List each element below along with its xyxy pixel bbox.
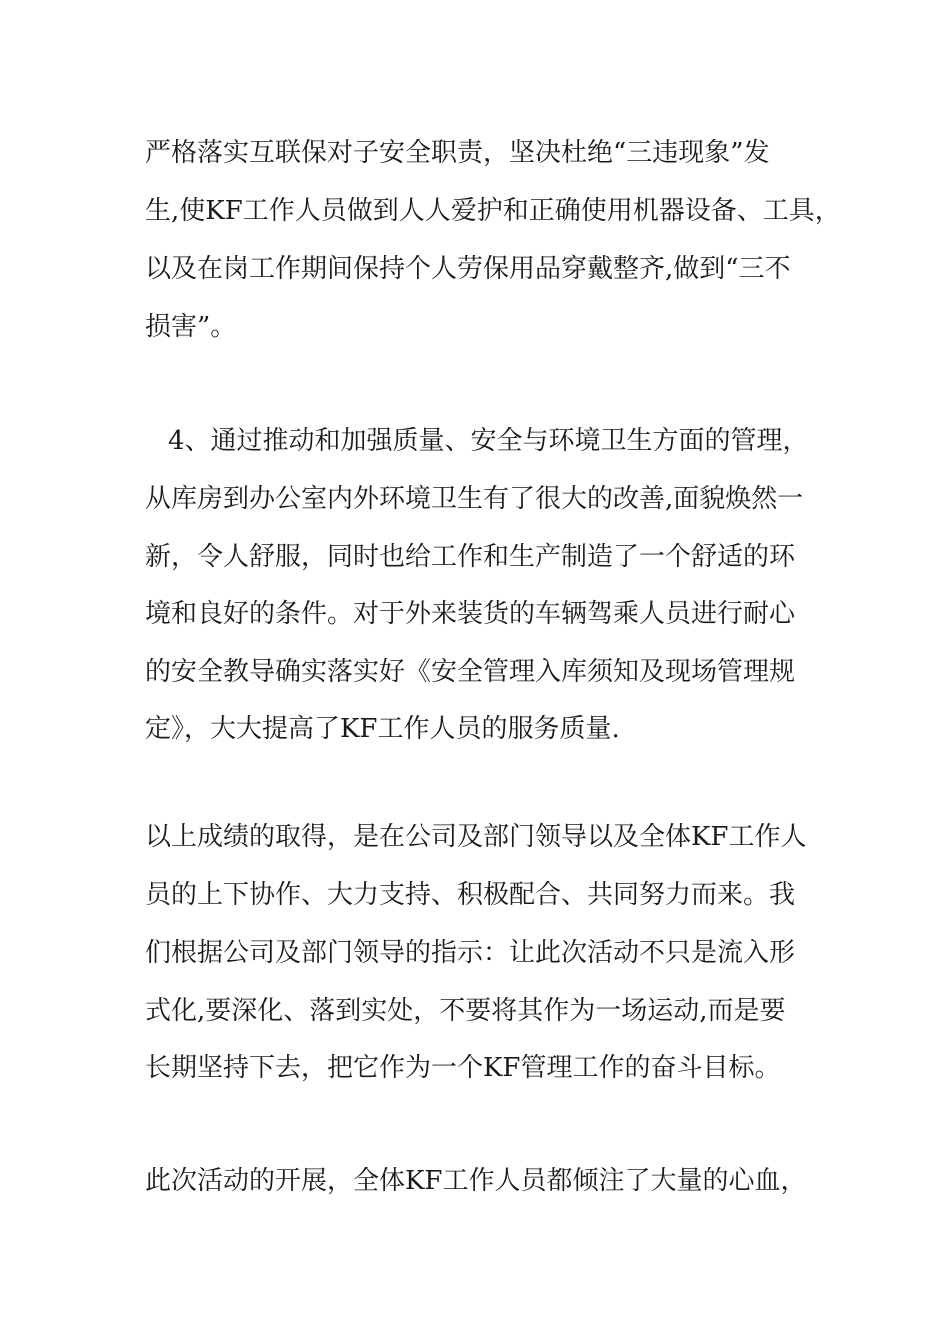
- paragraph-line: 员的上下协作、大力支持、积极配合、共同努力而来。我: [145, 880, 796, 910]
- paragraph-line: 们根据公司及部门领导的指示：让此次活动不只是流入形: [145, 938, 796, 968]
- paragraph-line: 生,使KF工作人员做到人人爱护和正确使用机器设备、工具，: [145, 196, 841, 226]
- paragraph-line: 新，令人舒服，同时也给工作和生产制造了一个舒适的环: [145, 542, 796, 572]
- paragraph-line: 从库房到办公室内外环境卫生有了很大的改善,面貌焕然一: [145, 484, 804, 514]
- paragraph-line: 定》，大大提高了KF工作人员的服务质量.: [145, 714, 620, 744]
- paragraph-line: 此次活动的开展，全体KF工作人员都倾注了大量的心血，: [145, 1166, 807, 1196]
- paragraph-line: 损害”。: [145, 312, 237, 342]
- paragraph-line: 严格落实互联保对子安全职责，坚决杜绝“三违现象”发: [145, 138, 770, 168]
- paragraph-line: 境和良好的条件。对于外来装货的车辆驾乘人员进行耐心: [145, 599, 796, 629]
- paragraph-line: 4、通过推动和加强质量、安全与环境卫生方面的管理，: [168, 426, 809, 456]
- paragraph-line: 长期坚持下去，把它作为一个KF管理工作的奋斗目标。: [145, 1053, 781, 1083]
- paragraph-line: 以及在岗工作期间保持个人劳保用品穿戴整齐,做到“三不: [145, 254, 791, 284]
- paragraph-line: 的安全教导确实落实好《安全管理入库须知及现场管理规: [145, 657, 796, 687]
- paragraph-line: 以上成绩的取得，是在公司及部门领导以及全体KF工作人: [145, 822, 807, 852]
- paragraph-line: 式化,要深化、落到实处，不要将其作为一场运动,而是要: [145, 996, 786, 1026]
